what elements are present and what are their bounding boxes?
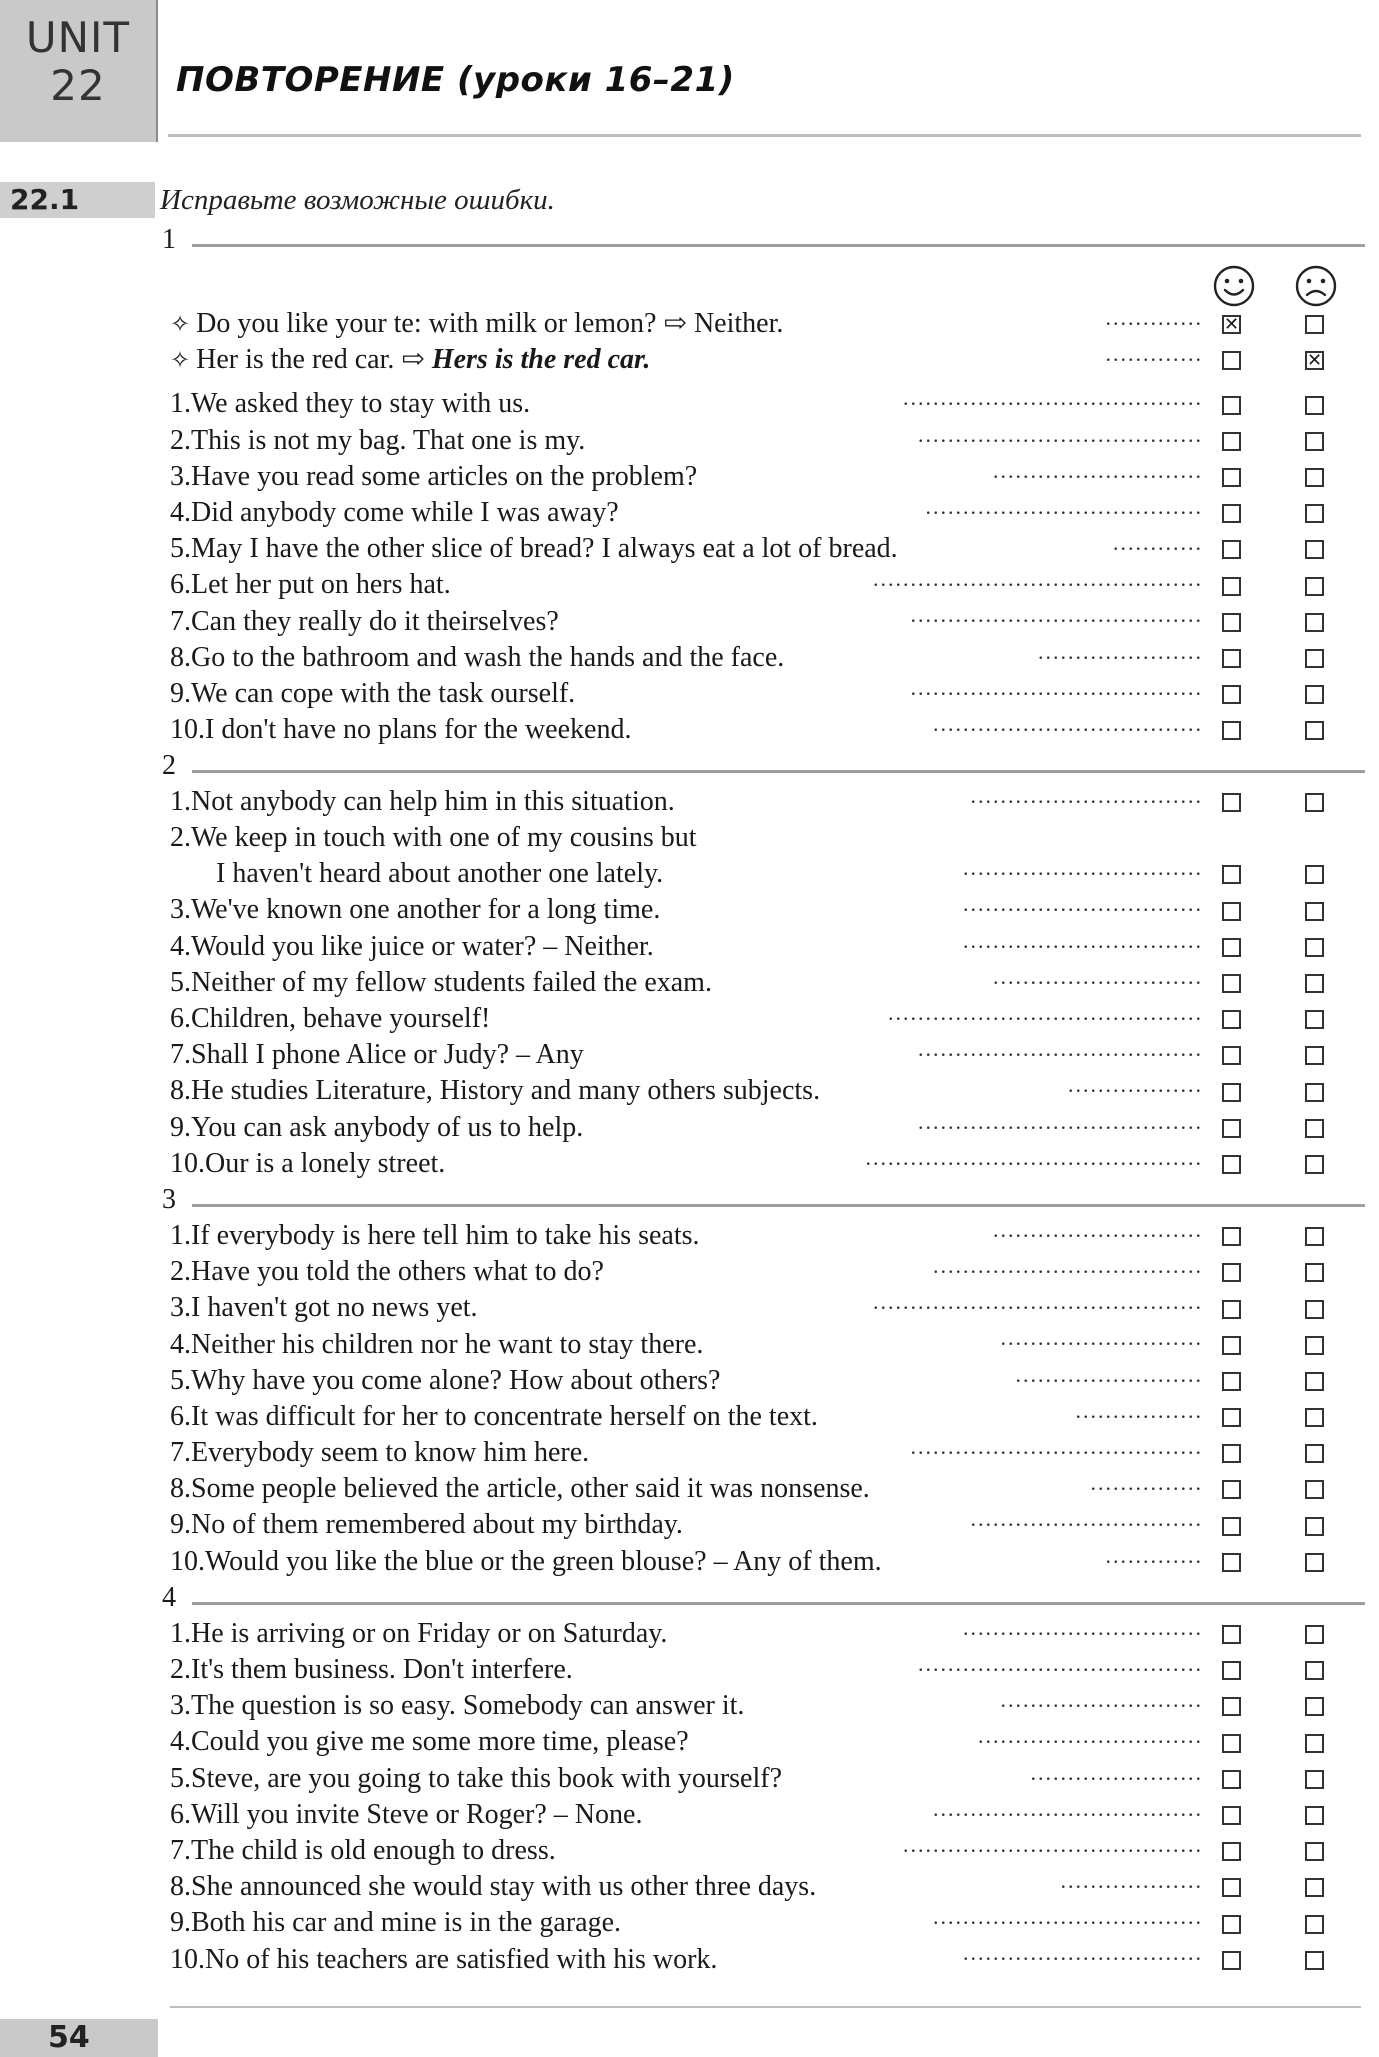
- answer-column-icons: [150, 258, 1365, 306]
- incorrect-checkbox[interactable]: [1305, 613, 1324, 632]
- leader-dots: ...............................: [970, 1506, 1203, 1532]
- correct-checkbox[interactable]: [1222, 1480, 1241, 1499]
- incorrect-checkbox[interactable]: [1305, 974, 1324, 993]
- correct-checkbox[interactable]: [1222, 1263, 1241, 1282]
- leader-dots: ...............: [1090, 1470, 1203, 1496]
- leader-dots: .......................................: [910, 1434, 1203, 1460]
- item-number: 3.: [170, 1690, 191, 1722]
- leader-dots: ...........................: [1000, 1687, 1203, 1713]
- item-number: 9.: [170, 677, 191, 709]
- incorrect-checkbox[interactable]: [1305, 721, 1324, 740]
- incorrect-checkbox[interactable]: [1305, 1444, 1324, 1463]
- item-number: 2.: [170, 822, 191, 854]
- leader-dots: ..........................................: [888, 999, 1203, 1025]
- leader-dots: ............................: [993, 457, 1203, 483]
- incorrect-checkbox[interactable]: [1305, 793, 1324, 812]
- incorrect-checkbox[interactable]: [1305, 1734, 1324, 1753]
- section-number: 1: [162, 224, 176, 255]
- item-sentence: Neither his children nor he want to stay there.: [191, 1328, 704, 1360]
- incorrect-checkbox[interactable]: [1305, 432, 1324, 451]
- leader-dots: .............: [1105, 341, 1203, 367]
- leader-dots: .......................................: [910, 602, 1203, 628]
- correct-checkbox[interactable]: [1222, 974, 1241, 993]
- exercise-item: [150, 712, 1365, 748]
- leader-dots: ........................................: [903, 1831, 1203, 1857]
- correct-checkbox[interactable]: [1222, 685, 1241, 704]
- unit-badge: [0, 0, 158, 142]
- item-number: 5.: [170, 1364, 191, 1396]
- item-number: 4.: [170, 1726, 191, 1758]
- incorrect-checkbox[interactable]: [1305, 504, 1324, 523]
- item-sentence: We asked they to stay with us.: [191, 388, 531, 420]
- leader-dots: ............................................: [873, 566, 1203, 592]
- incorrect-checkbox[interactable]: [1305, 315, 1324, 334]
- item-sentence: Everybody seem to know him here.: [191, 1437, 590, 1469]
- item-sentence: She announced she would stay with us other three days.: [191, 1871, 817, 1903]
- exercise-item: [150, 1942, 1365, 1978]
- item-sentence: I don't have no plans for the weekend.: [205, 714, 632, 746]
- item-number: 10.: [170, 1943, 205, 1975]
- incorrect-checkbox[interactable]: [1305, 1010, 1324, 1029]
- item-number: 9.: [170, 1907, 191, 1939]
- section-header: [150, 222, 1365, 258]
- item-number: 6.: [170, 1798, 191, 1830]
- item-number: 1.: [170, 786, 191, 818]
- leader-dots: ....................................: [933, 1904, 1203, 1930]
- correct-checkbox[interactable]: ✕: [1224, 314, 1240, 336]
- section-divider: [192, 244, 1365, 247]
- item-sentence: Neither of my fellow students failed the exam.: [191, 966, 712, 998]
- item-sentence: The child is old enough to dress.: [191, 1834, 556, 1866]
- incorrect-checkbox[interactable]: [1305, 1083, 1324, 1102]
- correct-checkbox[interactable]: [1222, 351, 1241, 370]
- leader-dots: ....................................: [933, 1795, 1203, 1821]
- item-number: 1.: [170, 1617, 191, 1649]
- incorrect-checkbox[interactable]: [1305, 938, 1324, 957]
- incorrect-checkbox[interactable]: [1305, 1046, 1324, 1065]
- leader-dots: .............: [1105, 304, 1203, 330]
- incorrect-checkbox[interactable]: [1305, 1770, 1324, 1789]
- item-number: 1.: [170, 388, 191, 420]
- correct-checkbox[interactable]: [1222, 577, 1241, 596]
- item-number: 5.: [170, 1762, 191, 1794]
- incorrect-checkbox[interactable]: [1305, 1951, 1324, 1970]
- correct-checkbox[interactable]: [1222, 432, 1241, 451]
- item-sentence: May I have the other slice of bread? I always eat a lot of bread.: [191, 533, 898, 565]
- item-sentence: Go to the bathroom and wash the hands and the face.: [191, 641, 785, 673]
- incorrect-checkbox[interactable]: [1305, 1842, 1324, 1861]
- correct-checkbox[interactable]: [1222, 540, 1241, 559]
- correct-checkbox[interactable]: [1222, 1878, 1241, 1897]
- incorrect-checkbox[interactable]: [1305, 1155, 1324, 1174]
- item-sentence: Will you invite Steve or Roger? – None.: [191, 1798, 643, 1830]
- leader-dots: ............: [1113, 530, 1203, 556]
- item-number: 8.: [170, 1075, 191, 1107]
- item-number: 2.: [170, 1256, 191, 1288]
- section-divider: [192, 1204, 1365, 1207]
- item-sentence: Have you read some articles on the problem?: [191, 460, 698, 492]
- exercise-item: [150, 1544, 1365, 1580]
- example-star-icon: ✧: [170, 310, 191, 338]
- item-sentence: Why have you come alone? How about others?: [191, 1364, 721, 1396]
- incorrect-checkbox[interactable]: [1305, 1553, 1324, 1572]
- correct-checkbox[interactable]: [1222, 938, 1241, 957]
- item-sentence: Both his car and mine is in the garage.: [191, 1907, 621, 1939]
- incorrect-checkbox[interactable]: ✕: [1307, 350, 1323, 372]
- leader-dots: ..................: [1068, 1072, 1203, 1098]
- incorrect-checkbox[interactable]: [1305, 685, 1324, 704]
- correct-checkbox[interactable]: [1222, 1842, 1241, 1861]
- item-number: 1.: [170, 1219, 191, 1251]
- correct-checkbox[interactable]: [1222, 793, 1241, 812]
- correct-checkbox[interactable]: [1222, 1083, 1241, 1102]
- footer-divider: [170, 2006, 1361, 2008]
- leader-dots: ...............................: [970, 783, 1203, 809]
- section-divider: [192, 770, 1365, 773]
- example-star-icon: ✧: [170, 346, 191, 375]
- example-answer: Hers is the red car.: [431, 344, 651, 376]
- example-row: [150, 342, 1365, 378]
- incorrect-checkbox[interactable]: [1305, 1806, 1324, 1825]
- correct-checkbox[interactable]: [1222, 1517, 1241, 1536]
- item-sentence: Children, behave yourself!: [191, 1003, 491, 1034]
- leader-dots: ................................: [963, 927, 1203, 953]
- leader-dots: ......................................: [918, 1650, 1203, 1676]
- exercise-content: [150, 222, 1365, 1978]
- incorrect-checkbox[interactable]: [1305, 1661, 1324, 1680]
- correct-checkbox[interactable]: [1222, 1155, 1241, 1174]
- item-number: 8.: [170, 641, 191, 673]
- incorrect-checkbox[interactable]: [1305, 1878, 1324, 1897]
- unit-number: 22: [50, 61, 106, 110]
- correct-checkbox[interactable]: [1222, 649, 1241, 668]
- item-number: 6.: [170, 569, 191, 601]
- leader-dots: .........................: [1015, 1361, 1203, 1387]
- item-sentence: This is not my bag. That one is my.: [191, 424, 586, 456]
- item-number: 3.: [170, 460, 191, 492]
- leader-dots: ............................................: [873, 1289, 1203, 1315]
- item-sentence: No of them remembered about my birthday.: [191, 1509, 683, 1541]
- item-number: 9.: [170, 1509, 191, 1541]
- correct-checkbox[interactable]: [1222, 1046, 1241, 1065]
- exercise-number: 22.1: [0, 182, 155, 218]
- leader-dots: ......................................: [918, 1036, 1203, 1062]
- correct-checkbox[interactable]: [1222, 1625, 1241, 1644]
- incorrect-checkbox[interactable]: [1305, 902, 1324, 921]
- correct-checkbox[interactable]: [1222, 1806, 1241, 1825]
- item-number: 4.: [170, 496, 191, 528]
- item-sentence: Would you like the blue or the green blouse? – Any of them.: [205, 1545, 882, 1577]
- item-number: 8.: [170, 1871, 191, 1903]
- section-number: 2: [162, 750, 176, 782]
- incorrect-checkbox[interactable]: [1305, 1517, 1324, 1536]
- correct-checkbox[interactable]: [1222, 1227, 1241, 1246]
- incorrect-checkbox[interactable]: [1305, 1372, 1324, 1391]
- correct-checkbox[interactable]: [1222, 1119, 1241, 1138]
- example-text: [170, 342, 1230, 378]
- exercise-item: [150, 1146, 1365, 1182]
- unit-label: UNIT: [25, 13, 131, 62]
- leader-dots: ..............................: [978, 1723, 1203, 1749]
- leader-dots: ................................: [963, 1614, 1203, 1640]
- correct-checkbox[interactable]: [1222, 1951, 1241, 1970]
- section-number: 3: [162, 1183, 176, 1215]
- exercise-instruction: Исправьте возможные ошибки.: [160, 184, 555, 216]
- incorrect-checkbox[interactable]: [1305, 1300, 1324, 1319]
- leader-dots: ................................: [963, 855, 1203, 881]
- correct-checkbox[interactable]: [1222, 1553, 1241, 1572]
- leader-dots: ...................: [1060, 1868, 1203, 1894]
- item-sentence: Steve, are you going to take this book with yourself?: [191, 1762, 782, 1794]
- leader-dots: ............................: [993, 1216, 1203, 1242]
- item-sentence: Have you told the others what to do?: [191, 1256, 604, 1288]
- correct-checkbox[interactable]: [1222, 902, 1241, 921]
- leader-dots: .....................................: [925, 493, 1203, 519]
- section-number: 4: [162, 1581, 176, 1613]
- item-sentence: We've known one another for a long time.: [191, 894, 661, 926]
- correct-checkbox[interactable]: [1222, 1734, 1241, 1753]
- leader-dots: ....................................: [933, 711, 1203, 737]
- header-divider: [168, 134, 1361, 137]
- incorrect-checkbox[interactable]: [1305, 1697, 1324, 1716]
- item-sentence: He is arriving or on Friday or on Saturday.: [191, 1617, 668, 1649]
- incorrect-checkbox[interactable]: [1305, 1480, 1324, 1499]
- incorrect-checkbox[interactable]: [1305, 468, 1324, 487]
- item-sentence: No of his teachers are satisfied with his work.: [205, 1943, 718, 1975]
- item-number: 5.: [170, 533, 191, 565]
- correct-checkbox[interactable]: [1222, 721, 1241, 740]
- item-sentence: Did anybody come while I was away?: [191, 496, 619, 528]
- item-number: 6.: [170, 1003, 191, 1034]
- correct-checkbox[interactable]: [1222, 504, 1241, 523]
- incorrect-checkbox[interactable]: [1305, 1336, 1324, 1355]
- incorrect-checkbox[interactable]: [1305, 1227, 1324, 1246]
- leader-dots: ........................................: [903, 385, 1203, 411]
- item-number: 5.: [170, 966, 191, 998]
- leader-dots: ................................: [963, 891, 1203, 917]
- item-number: 2.: [170, 1654, 191, 1685]
- leader-dots: ......................................: [918, 421, 1203, 447]
- item-sentence: Not anybody can help him in this situation.: [191, 786, 675, 818]
- leader-dots: .................: [1075, 1397, 1203, 1423]
- correct-checkbox[interactable]: [1222, 1697, 1241, 1716]
- incorrect-checkbox[interactable]: [1305, 865, 1324, 884]
- item-sentence: Let her put on hers hat.: [191, 569, 451, 601]
- correct-checkbox[interactable]: [1222, 1372, 1241, 1391]
- item-sentence-continued: I haven't heard about another one lately.: [216, 858, 664, 890]
- incorrect-checkbox[interactable]: [1305, 1915, 1324, 1934]
- item-sentence: We can cope with the task ourself.: [191, 677, 576, 709]
- example-text: [170, 306, 1230, 342]
- correct-checkbox[interactable]: [1222, 1336, 1241, 1355]
- leader-dots: ............................: [993, 963, 1203, 989]
- item-sentence: Shall I phone Alice or Judy? – Any: [191, 1039, 584, 1071]
- item-number: 3.: [170, 1292, 191, 1324]
- leader-dots: .......................: [1030, 1759, 1203, 1785]
- item-number: 10.: [170, 714, 205, 746]
- item-sentence: The question is so easy. Somebody can answer it.: [191, 1690, 745, 1722]
- exercise-item: [150, 820, 1365, 892]
- item-sentence: We keep in touch with one of my cousins but: [191, 822, 697, 854]
- incorrect-checkbox[interactable]: [1305, 396, 1324, 415]
- incorrect-checkbox[interactable]: [1305, 540, 1324, 559]
- correct-checkbox[interactable]: [1222, 1661, 1241, 1680]
- item-sentence: You can ask anybody of us to help.: [191, 1111, 584, 1143]
- correct-checkbox[interactable]: [1222, 1408, 1241, 1427]
- smiley-face-icon: [1212, 264, 1256, 308]
- correct-checkbox[interactable]: [1222, 1770, 1241, 1789]
- item-number: 4.: [170, 1328, 191, 1360]
- item-number: 8.: [170, 1473, 191, 1505]
- item-number: 4.: [170, 930, 191, 962]
- incorrect-checkbox[interactable]: [1305, 1119, 1324, 1138]
- sad-face-icon: [1294, 264, 1338, 308]
- item-number: 7.: [170, 1039, 191, 1071]
- item-sentence: Would you like juice or water? – Neither.: [191, 930, 654, 962]
- correct-checkbox[interactable]: [1222, 468, 1241, 487]
- item-number: 9.: [170, 1111, 191, 1143]
- incorrect-checkbox[interactable]: [1305, 1625, 1324, 1644]
- item-sentence: Some people believed the article, other said it was nonsense.: [191, 1473, 870, 1505]
- page-number: 54: [0, 2019, 158, 2057]
- correct-checkbox[interactable]: [1222, 396, 1241, 415]
- incorrect-checkbox[interactable]: [1305, 1263, 1324, 1282]
- exercise-item: [150, 784, 1365, 820]
- correct-checkbox[interactable]: [1222, 1444, 1241, 1463]
- item-number: 7.: [170, 605, 191, 637]
- incorrect-checkbox[interactable]: [1305, 649, 1324, 668]
- item-sentence: It's them business. Don't interfere.: [191, 1654, 573, 1685]
- section-divider: [192, 1602, 1365, 1605]
- item-sentence: He studies Literature, History and many others subjects.: [191, 1075, 821, 1107]
- page-title: ПОВТОРЕНИЕ (уроки 16–21): [176, 60, 735, 100]
- item-number: 3.: [170, 894, 191, 926]
- correct-checkbox[interactable]: [1222, 1300, 1241, 1319]
- item-sentence: I haven't got no news yet.: [191, 1292, 478, 1324]
- item-sentence: Our is a lonely street.: [205, 1147, 446, 1179]
- leader-dots: ......................................: [918, 1108, 1203, 1134]
- leader-dots: ......................: [1038, 638, 1203, 664]
- item-number: 7.: [170, 1834, 191, 1866]
- item-number: 2.: [170, 424, 191, 456]
- example-sentence: Do you like your te: with milk or lemon? ⇨ Neither.: [196, 308, 784, 339]
- correct-checkbox[interactable]: [1222, 865, 1241, 884]
- leader-dots: ................................: [963, 1940, 1203, 1966]
- item-sentence: Could you give me some more time, please?: [191, 1726, 689, 1758]
- item-text: [170, 1544, 1230, 1580]
- item-number: 7.: [170, 1437, 191, 1469]
- correct-checkbox[interactable]: [1222, 613, 1241, 632]
- correct-checkbox[interactable]: [1222, 1010, 1241, 1029]
- correct-checkbox[interactable]: [1222, 1915, 1241, 1934]
- item-sentence: Can they really do it theirselves?: [191, 605, 559, 637]
- incorrect-checkbox[interactable]: [1305, 577, 1324, 596]
- example-sentence: Her is the red car. ⇨: [196, 344, 432, 376]
- item-number: 10.: [170, 1147, 205, 1179]
- item-sentence: It was difficult for her to concentrate herself on the text.: [191, 1400, 818, 1432]
- item-number: 6.: [170, 1400, 191, 1432]
- item-number: 10.: [170, 1545, 205, 1577]
- leader-dots: ...........................: [1000, 1325, 1203, 1351]
- leader-dots: ....................................: [933, 1253, 1203, 1279]
- leader-dots: .............................................: [865, 1144, 1203, 1170]
- incorrect-checkbox[interactable]: [1305, 1408, 1324, 1427]
- leader-dots: .............: [1105, 1542, 1203, 1568]
- leader-dots: .......................................: [910, 674, 1203, 700]
- item-sentence: If everybody is here tell him to take his seats.: [191, 1219, 700, 1251]
